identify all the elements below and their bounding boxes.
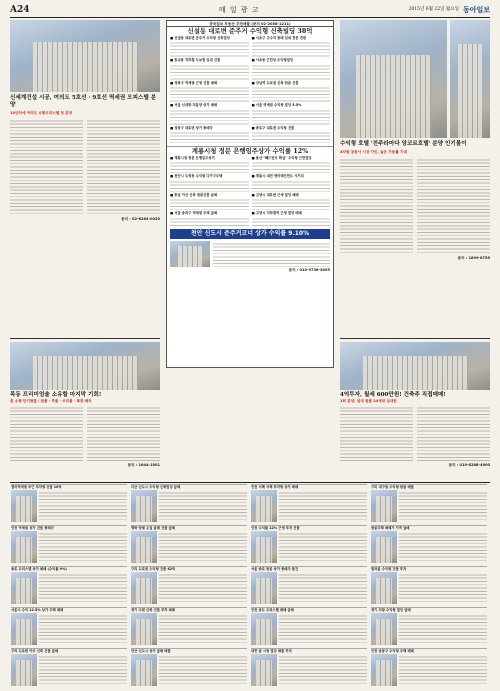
page-number: A24: [10, 5, 30, 16]
classified-title: 안산 신도시 상가 급매 매물: [131, 649, 171, 653]
classified-text: [159, 654, 247, 686]
ad-body-text: [417, 157, 490, 253]
classified-title: 경기 수원 신축 건물 투자 매매: [131, 608, 175, 612]
classified-photo: [131, 490, 157, 522]
newspaper-logo: 동아일보: [462, 5, 490, 15]
classified-title: 빌라를 수익형 건물 투자: [371, 567, 407, 571]
classified-title: 서울시 수익 12.5% 상가 주택 매매: [11, 608, 64, 612]
ad-subtitle: 1회 분양, 일대 원룸 24세대 임대원: [340, 399, 397, 403]
ad-title: 수익형 호텔 '전주라마다 앙코르호텔' 분양 인기몰이: [340, 141, 467, 147]
listing-heading: ■ 동교동 지하철 도보권 임대 건물: [170, 58, 221, 63]
classified-item: [131, 525, 247, 564]
classified-photo: [251, 531, 277, 563]
listing-heading: ■ 계룡시청 정문 은행임주상가: [170, 156, 215, 161]
listing-photo: [170, 241, 210, 267]
classified-item: [371, 484, 487, 523]
classified-item: [251, 566, 367, 605]
classified-item: [11, 648, 127, 687]
classified-photo: [11, 531, 37, 563]
classified-title: 종로 오피스텔 상가 매매 (수익률 9%): [11, 567, 67, 571]
box-title-2: 계룡시청 정문 은행임주상가 수익률 12%: [167, 146, 333, 156]
listing-heading: ■ 강남역 도보권 신축 원룸 건물: [251, 80, 299, 85]
listing-heading: ■ 신설동 대로변 준주거 수익형 신축빌딩: [170, 36, 230, 40]
classified-item: [371, 607, 487, 646]
ad-body-text: [87, 405, 160, 463]
classified-item: [11, 566, 127, 605]
classified-photo: [131, 572, 157, 604]
classified-item: [251, 525, 367, 564]
classified-title: 구미 대구권 수익형 원룸 매물: [371, 485, 414, 489]
classified-photo: [371, 572, 397, 604]
ad-subtitle: 4차원 공동사 시장 가인, 높은 가동률 기대: [340, 150, 407, 154]
building-photo: [10, 20, 160, 92]
classified-item: [131, 607, 247, 646]
classified-photo: [371, 490, 397, 522]
classified-photo: [371, 654, 397, 686]
ad-phone: 문의 : 1899-8755: [457, 256, 490, 261]
classified-photo: [11, 654, 37, 686]
box-phone: 문의 : 010-9738-3005: [288, 267, 330, 272]
classified-text: [159, 490, 247, 522]
classified-item: [131, 566, 247, 605]
issue-date: 2015년 6월 22일 월요일: [408, 7, 459, 13]
ad-body-text: [87, 118, 160, 214]
ad-title: 목동 프리미엄솔 소유할 마지막 기회!: [10, 392, 102, 398]
classified-text: [159, 613, 247, 645]
ad-body-text: [340, 405, 413, 463]
listing-heading: ■ 서울 송파구 역세권 주택 급매: [170, 211, 218, 216]
classified-item: [11, 484, 127, 523]
ad-title: 4억투자, 월세 600만원! 건축주 직접매매!: [340, 392, 446, 398]
listing-heading: ■ 서울 신대방 미분양 상가 매매: [170, 103, 218, 108]
classified-title: 대전 급 시청 빌딩 매물 투자: [251, 649, 292, 653]
listing-heading: ■ 천안시 두정동 수익형 다가구주택: [170, 174, 223, 179]
hotel-photo: [340, 20, 447, 138]
ad-body-text: [10, 405, 83, 463]
classified-photo: [251, 654, 277, 686]
classified-photo: [131, 613, 157, 645]
ad-title: 신세계건설 시공, 여의도 5호선 · 9호선 역세권 오피스텔 분양: [10, 95, 157, 108]
classified-text: [279, 531, 367, 563]
classified-title: 서울 종로 원룸 상가 통매각 물건: [251, 567, 299, 571]
listing-heading: ■ 계룡시 대전 엔터테인먼트 사거리: [251, 174, 304, 179]
classified-text: [399, 613, 487, 645]
classified-title: 원룸주택 매매가 가격 급매: [371, 526, 410, 530]
ad-subtitle: 총 소형 단지형들 / 원룸 · 투룸 · 쓰리룸 · 복층 배치: [10, 399, 92, 403]
box-title: 신설동 대로변 준주거 수익형 신축빌딩 38억: [187, 27, 313, 35]
classified-text: [159, 531, 247, 563]
classified-item: [371, 566, 487, 605]
classified-item: [251, 607, 367, 646]
ad-body-text: [417, 405, 490, 463]
building-photo: [340, 342, 490, 390]
classified-text: [279, 572, 367, 604]
classified-item: [371, 648, 487, 687]
classified-photo: [251, 572, 277, 604]
classified-grid: [10, 482, 490, 687]
listing-heading: ■ 서초구 고수익 통매 임대 전문 전원: [251, 36, 307, 40]
classified-text: [399, 572, 487, 604]
box-header: 중국집보 부동산 추천매물 (문의 02-2058-1211): [167, 21, 333, 27]
ad-phone: 문의 : 010-8288-4900: [448, 463, 490, 468]
classified-photo: [131, 654, 157, 686]
classified-text: [159, 572, 247, 604]
classified-text: [39, 654, 127, 686]
listing-heading: ■ 서울 역세권 수익형 빌딩 5.5%: [251, 103, 302, 108]
classified-title: 인천 수익률 12% 근생 투자 건물: [251, 526, 300, 530]
ad-yeouido: [10, 20, 160, 334]
listing-heading: ■ 종로구 대로변 수익형 건물: [251, 125, 295, 130]
section-title: 매 일 광 고: [218, 6, 260, 15]
classified-photo: [11, 490, 37, 522]
listing-heading: ■ 고양시 지하철역 근생 빌딩 매매: [251, 211, 302, 216]
classified-photo: [11, 613, 37, 645]
page-header: [10, 4, 490, 18]
classified-title: 경기 의왕 수익형 빌딩 급매: [371, 608, 411, 612]
classified-photo: [11, 572, 37, 604]
classified-text: [39, 531, 127, 563]
classified-text: [399, 531, 487, 563]
classified-text: [279, 654, 367, 686]
classified-photo: [251, 490, 277, 522]
classified-photo: [131, 531, 157, 563]
ad-investment: [340, 338, 490, 478]
ad-mokdong: [10, 338, 160, 478]
ad-subtitle: 10년차에 여의도 소형오피스텔 첫 분양: [10, 111, 73, 115]
classified-title: 인천 남동구 수익형 주택 매매: [371, 649, 414, 653]
classified-text: [399, 490, 487, 522]
ad-phone: 문의 : 1644-1001: [127, 463, 160, 468]
listing-heading: ■ 서초동 근린상 수익형빌딩: [251, 58, 294, 63]
listing-column-right-2: [252, 156, 331, 226]
ad-jeonju-hotel: [340, 20, 490, 334]
classified-title: 인천 서해 서해 투자형 상가 매매: [251, 485, 299, 489]
listing-heading: ■ 용산 "빼드빈프 확실" 수익형 근린빌딩: [251, 156, 312, 161]
classified-item: [11, 525, 127, 564]
classified-item: [131, 484, 247, 523]
classified-text: [279, 490, 367, 522]
listing-column-right: [252, 36, 331, 144]
ad-phone: 문의 : 02-6264-0020: [121, 217, 160, 222]
classified-title: 인천 역세권 상가 건물 통매각: [11, 526, 54, 530]
classified-text: [279, 613, 367, 645]
classified-item: [251, 648, 367, 687]
classified-text: [39, 572, 127, 604]
classified-item: [371, 525, 487, 564]
classified-photo: [371, 613, 397, 645]
listing-heading: ■ 고양시 대로변 근생 빌딩 매매: [251, 192, 299, 197]
classified-title: 결의역세권 부근 투자형 건물 10억: [11, 485, 62, 489]
classified-photo: [251, 613, 277, 645]
classified-item: [131, 648, 247, 687]
hotel-photo-2: [450, 20, 490, 138]
classified-text: [39, 490, 127, 522]
classified-title: 구리 도로변 아주 신축 건물 급매: [11, 649, 59, 653]
listing-column-left-2: [170, 156, 249, 226]
classified-title: 명학 양평 오일 급매 건물 급매: [131, 526, 175, 530]
listing-heading: ■ 충남 아산 신축 원룸건물 급매: [170, 192, 218, 197]
listing-column-left: [170, 36, 249, 144]
apartment-photo: [10, 342, 160, 390]
classified-title: 구리 도로변 수익형 건물 62억: [131, 567, 176, 571]
classified-text: [39, 613, 127, 645]
promo-banner: 천안 신도시 준주거코너 상가 수익률 9.10%: [170, 229, 330, 239]
listing-heading: ■ 성북구 역세권 근생 건물 매매: [170, 80, 218, 85]
classified-title: 인천 송도 오피스텔 매매 급매: [251, 608, 294, 612]
classified-photo: [371, 531, 397, 563]
listing-heading: ■ 성동구 대로변 상가 통매각: [170, 125, 213, 130]
ad-body-text: [340, 157, 413, 253]
classified-text: [399, 654, 487, 686]
classified-item: [251, 484, 367, 523]
ad-body-text: [10, 118, 83, 214]
classified-title: 다산 신도시 수익형 신축빌딩 급매: [131, 485, 181, 489]
recommended-listings-box: [166, 20, 334, 368]
classified-item: [11, 607, 127, 646]
